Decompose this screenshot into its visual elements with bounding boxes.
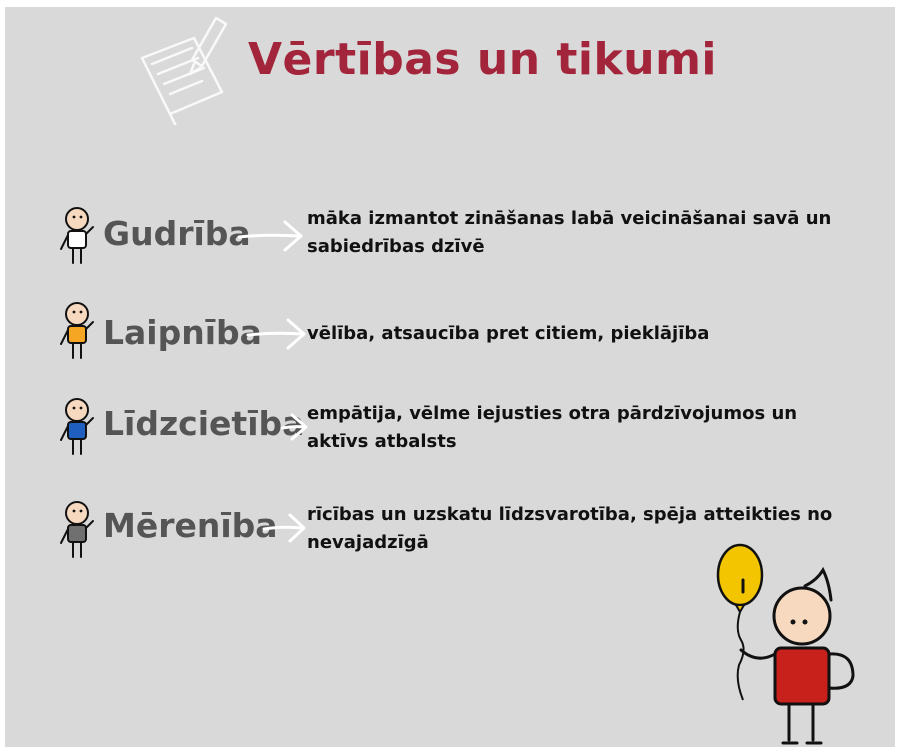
stick-figure-icon [55,298,103,360]
stick-figure-icon [55,394,103,456]
virtue-term-gudriba: Gudrība [103,214,251,253]
stick-figure-icon [55,203,103,265]
virtue-description-merenibas: rīcības un uzskatu līdzsvarotība, spēja atteikties no nevajadzīgā [307,504,833,553]
virtue-description-lidzcietiba: empātija, vēlme iejusties otra pārdzīvojumos un aktīvs atbalsts [307,403,798,452]
hand-drawn-arrow-icon [237,216,307,256]
balloon-figure-illustration [705,540,865,747]
page-title: Vērtības un tikumi [248,34,718,85]
virtue-term-merenibas: Mērenība [103,506,278,545]
virtue-description-laipniba: vēlība, atsaucība pret citiem, pieklājība [307,323,710,344]
virtue-term-laipniba: Laipnība [103,313,262,352]
stick-figure-icon [55,497,103,559]
notepad-pencil-icon [130,10,240,125]
virtue-term-lidzcietiba: Līdzcietība [103,404,305,443]
hand-drawn-arrow-icon [246,314,316,354]
virtue-description-gudriba: māka izmantot zināšanas labā veicināšanai savā un sabiedrības dzīvē [307,208,832,257]
